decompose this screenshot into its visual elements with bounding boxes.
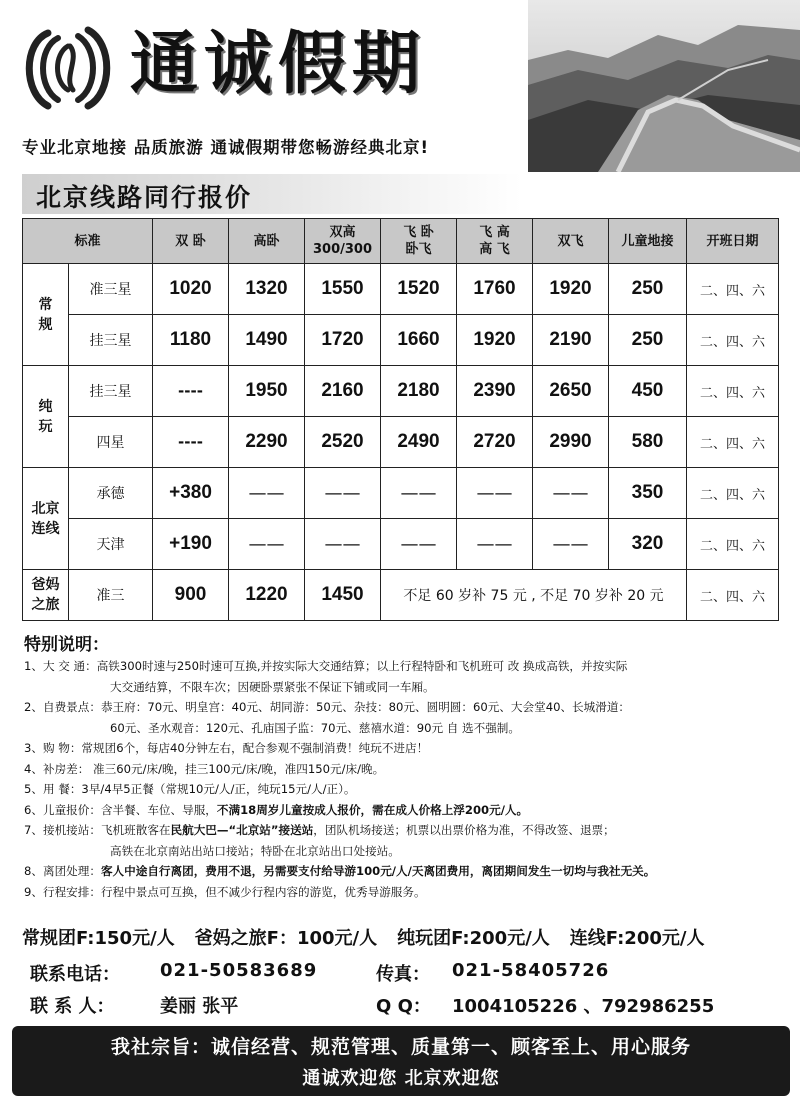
schedule-cell: 二、四、六 [687,570,779,621]
age-surcharge-note: 不足 60 岁补 75 元 , 不足 70 岁补 20 元 [381,570,687,621]
note-item-cont: 大交通结算，不限车次；因硬卧票紧张不保证下铺或同一车厢。 [110,679,435,694]
notes-list [24,656,784,902]
price-cell: —— [381,468,457,519]
price-cell: 2160 [305,366,381,417]
price-cell: —— [457,519,533,570]
price-cell: 900 [153,570,229,621]
price-cell: 1920 [533,264,609,315]
price-cell: 1760 [457,264,533,315]
schedule-cell: 二、四、六 [687,366,779,417]
group-chunwan: 纯玩 [23,366,69,468]
note-item: 7、接机接站：飞机班散客在民航大巴—“北京站”接送站，团队机场接送；机票以出票价格为准，不得改签、退票； [24,823,615,837]
price-cell: —— [305,519,381,570]
table-row [23,468,779,519]
table-header-row [23,219,779,264]
price-cell: 1660 [381,315,457,366]
brand-name: 通诚假期 [130,24,427,104]
schedule-cell: 二、四、六 [687,519,779,570]
note-item: 3、购 物：常规团6个，每店40分钟左右，配合参观不强制消费！纯玩不进店！ [24,741,429,755]
price-cell: —— [533,519,609,570]
price-cell: —— [381,519,457,570]
footer-banner [12,1026,790,1096]
price-cell: —— [457,468,533,519]
header-shuangfei: 双飞 [533,219,609,264]
price-cell: 2490 [381,417,457,468]
price-cell: 2190 [533,315,609,366]
schedule-cell: 二、四、六 [687,468,779,519]
fax-number[interactable]: 021-58405726 [452,960,610,981]
note-item: 8、离团处理：客人中途自行离团，费用不退，另需要支付给导游100元/人/天离团费用，离团期间发生一切均与我社无关。 [24,864,656,878]
phone-label: 联系电话： [30,964,120,985]
price-cell: —— [533,468,609,519]
price-cell: ---- [153,366,229,417]
note-item-cont: 高铁在北京南站出站口接站；特卧在北京站出口处接站。 [110,843,400,858]
notes-title: 特别说明： [24,635,109,655]
price-cell: ---- [153,417,229,468]
qq-label: Q Q： [376,996,431,1017]
table-row [23,264,779,315]
price-cell: 1920 [457,315,533,366]
price-cell: —— [305,468,381,519]
child-price-cell: 350 [609,468,687,519]
note-item: 9、行程安排：行程中景点可互换，但不减少行程内容的游览，优秀导游服务。 [24,884,426,899]
price-cell: 2290 [229,417,305,468]
child-price-cell: 450 [609,366,687,417]
great-wall-photo [528,0,800,172]
price-cell: 2180 [381,366,457,417]
price-cell: +380 [153,468,229,519]
price-cell: +190 [153,519,229,570]
table-row [23,570,779,621]
header-gaowo: 高卧 [229,219,305,264]
price-cell: 1550 [305,264,381,315]
schedule-cell: 二、四、六 [687,417,779,468]
price-cell: 1220 [229,570,305,621]
header-standard: 标准 [23,219,153,264]
note-item: 5、用 餐：3早/4早5正餐（常规10元/人/正，纯玩15元/人/正）。 [24,782,356,796]
row-label: 天津 [69,519,153,570]
table-row [23,519,779,570]
price-cell: —— [229,468,305,519]
company-motto: 我社宗旨：诚信经营、规范管理、质量第一、顾客至上、用心服务 [110,1036,691,1058]
price-table [22,218,779,621]
contact-person: 姜丽 张平 [160,996,239,1017]
price-cell: 2390 [457,366,533,417]
header-child: 儿童地接 [609,219,687,264]
section-title: 北京线路同行报价 [36,183,253,212]
table-row [23,417,779,468]
row-label: 挂三星 [69,315,153,366]
price-cell: 1180 [153,315,229,366]
price-cell: 2720 [457,417,533,468]
price-cell: 2990 [533,417,609,468]
price-cell: 1490 [229,315,305,366]
note-item: 4、补房差： 准三60元/床/晚，挂三100元/床/晚，准四150元/床/晚。 [24,761,385,776]
note-item: 6、儿童报价：含半餐、车位、导服，不满18周岁儿童按成人报价，需在成人价格上浮200元/人。 [24,802,529,817]
group-changgui: 常规 [23,264,69,366]
fees-row [22,924,792,950]
note-item-cont: 60元、圣水观音：120元、孔庙国子监：70元、慈禧水道：90元 自 选不强制。 [110,720,520,735]
phone-number[interactable]: 021-50583689 [160,960,318,981]
row-label: 四星 [69,417,153,468]
header [0,0,800,172]
child-price-cell: 250 [609,264,687,315]
price-cell: 2650 [533,366,609,417]
price-cell: 1020 [153,264,229,315]
table-row [23,366,779,417]
note-item: 1、大 交 通：高铁300时速与250时速可互换,并按实际大交通结算；以上行程特卧和飞机班可 改 换成高铁，并按实际 [24,659,628,673]
fee-bama: 爸妈之旅F：100元/人 [194,928,378,949]
row-label: 挂三星 [69,366,153,417]
price-cell: 1320 [229,264,305,315]
header-schedule: 开班日期 [687,219,779,264]
section-title-bar [22,174,522,214]
fee-chunwan: 纯玩团F:200元/人 [397,928,550,949]
fee-changgui: 常规团F:150元/人 [22,928,175,949]
group-bama: 爸妈之旅 [23,570,69,621]
child-price-cell: 250 [609,315,687,366]
schedule-cell: 二、四、六 [687,264,779,315]
note-item: 2、自费景点：恭王府：70元、明皇宫：40元、胡同游：50元、杂技：80元、圆明圆：60元、大会堂40、长城滑道： [24,700,631,714]
slogan: 专业北京地接 品质旅游 通诚假期带您畅游经典北京! [22,138,430,157]
child-price-cell: 320 [609,519,687,570]
price-cell: 1950 [229,366,305,417]
row-label: 承德 [69,468,153,519]
fee-lianxian: 连线F:200元/人 [569,928,705,949]
qq-number[interactable]: 1004105226 、792986255 [452,996,715,1017]
price-cell: 1520 [381,264,457,315]
schedule-cell: 二、四、六 [687,315,779,366]
brand-logo [18,18,118,118]
row-label: 准三星 [69,264,153,315]
header-shuangwo: 双 卧 [153,219,229,264]
price-cell: 1720 [305,315,381,366]
row-label: 准三 [69,570,153,621]
price-cell: 2520 [305,417,381,468]
table-row [23,315,779,366]
price-cell: 1450 [305,570,381,621]
child-price-cell: 580 [609,417,687,468]
contact-person-label: 联 系 人： [30,996,115,1017]
header-feiwo: 飞 卧 卧飞 [381,219,457,264]
welcome-text: 通诚欢迎您 北京欢迎您 [302,1068,500,1089]
group-lianxian: 北京连线 [23,468,69,570]
fax-label: 传真： [376,964,430,985]
header-shuanggao: 双高 300/300 [305,219,381,264]
header-feigao: 飞 高 高 飞 [457,219,533,264]
price-cell: —— [229,519,305,570]
